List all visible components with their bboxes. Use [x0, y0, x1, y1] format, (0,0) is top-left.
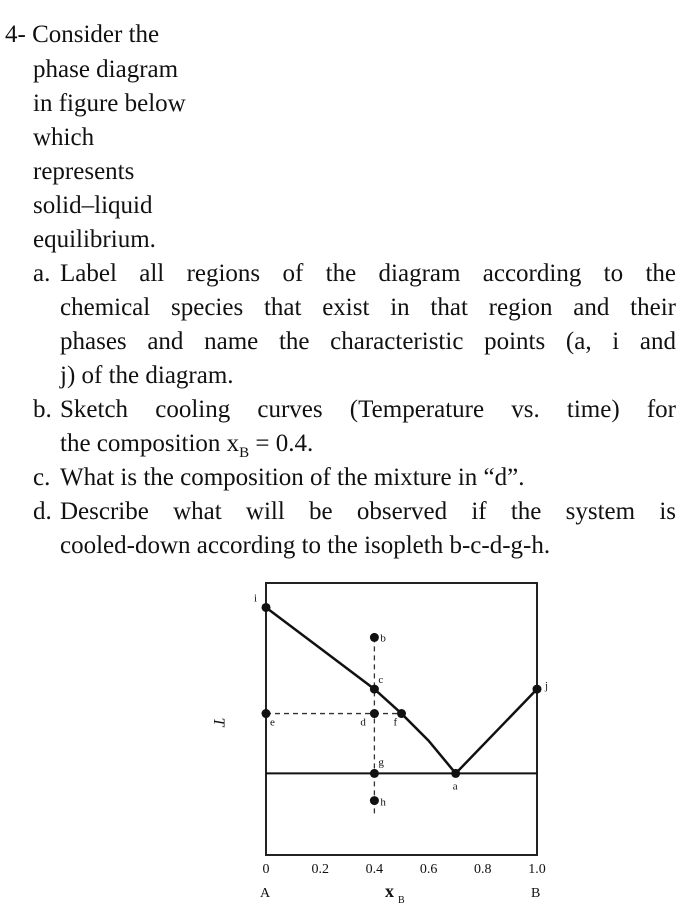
y-axis-label: T [210, 717, 227, 727]
point-i [262, 603, 271, 612]
point-label-f: f [393, 716, 398, 729]
part-d-line: cooled-down according to the isopleth b-c-d-g-h. [60, 532, 551, 559]
plot-frame [266, 583, 537, 855]
x-tick-label: 0.4 [365, 862, 384, 877]
part-a-line: phases and name the characteristic points (a, i and [60, 328, 676, 355]
part-label-c: c. [33, 464, 51, 491]
part-label-b: b. [33, 396, 52, 423]
intro-line: which [33, 124, 95, 151]
part-a-line: j) of the diagram. [60, 362, 234, 389]
composition-text: the composition x [60, 430, 240, 457]
x-axis-label: x [385, 881, 394, 901]
part-d-line: Describe what will be observed if the system is [60, 498, 676, 525]
x-tick-label: 0.6 [419, 862, 438, 877]
point-h [370, 796, 379, 805]
point-label-g: g [378, 756, 384, 769]
part-b-line: Sketch cooling curves (Temperature vs. time) for [60, 396, 676, 423]
point-label-a: a [452, 780, 458, 793]
x-tick-label: 0.8 [474, 862, 492, 877]
point-label-b: b [380, 632, 386, 645]
part-a-line: Label all regions of the diagram according to the [60, 260, 676, 287]
end-label-a: A [260, 886, 271, 901]
point-d [370, 709, 379, 718]
subscript-b: B [239, 445, 250, 461]
point-a [451, 769, 460, 778]
liquidus-a-curve [266, 607, 456, 773]
point-label-e: e [270, 716, 275, 729]
part-label-d: d. [33, 498, 52, 525]
point-label-h: h [380, 796, 386, 809]
point-label-j: j [545, 680, 549, 693]
composition-value: = 0.4. [249, 430, 314, 457]
intro-line: 4- Consider the [5, 21, 160, 48]
end-label-b: B [531, 886, 541, 901]
x-tick-label: 0.2 [311, 862, 329, 877]
liquidus-b-curve [456, 689, 537, 773]
point-f [397, 709, 406, 718]
intro-line: in figure below [33, 90, 186, 117]
point-label-i: i [254, 592, 258, 605]
point-b [370, 633, 379, 642]
point-g [370, 769, 379, 778]
point-j [533, 685, 542, 694]
part-a-line: chemical species that exist in that region and their [60, 294, 676, 321]
part-label-a: a. [33, 260, 51, 287]
intro-line: represents [33, 158, 135, 185]
x-axis-label-sub: B [398, 895, 405, 906]
point-label-c: c [378, 674, 384, 687]
intro-line: equilibrium. [33, 226, 156, 253]
x-tick-label: 1.0 [528, 862, 546, 877]
intro-line: phase diagram [33, 56, 179, 83]
point-label-d: d [360, 716, 366, 729]
part-c-line: What is the composition of the mixture in “d”. [60, 464, 525, 491]
intro-line: solid–liquid [33, 192, 153, 219]
x-tick-label: 0 [262, 862, 270, 877]
